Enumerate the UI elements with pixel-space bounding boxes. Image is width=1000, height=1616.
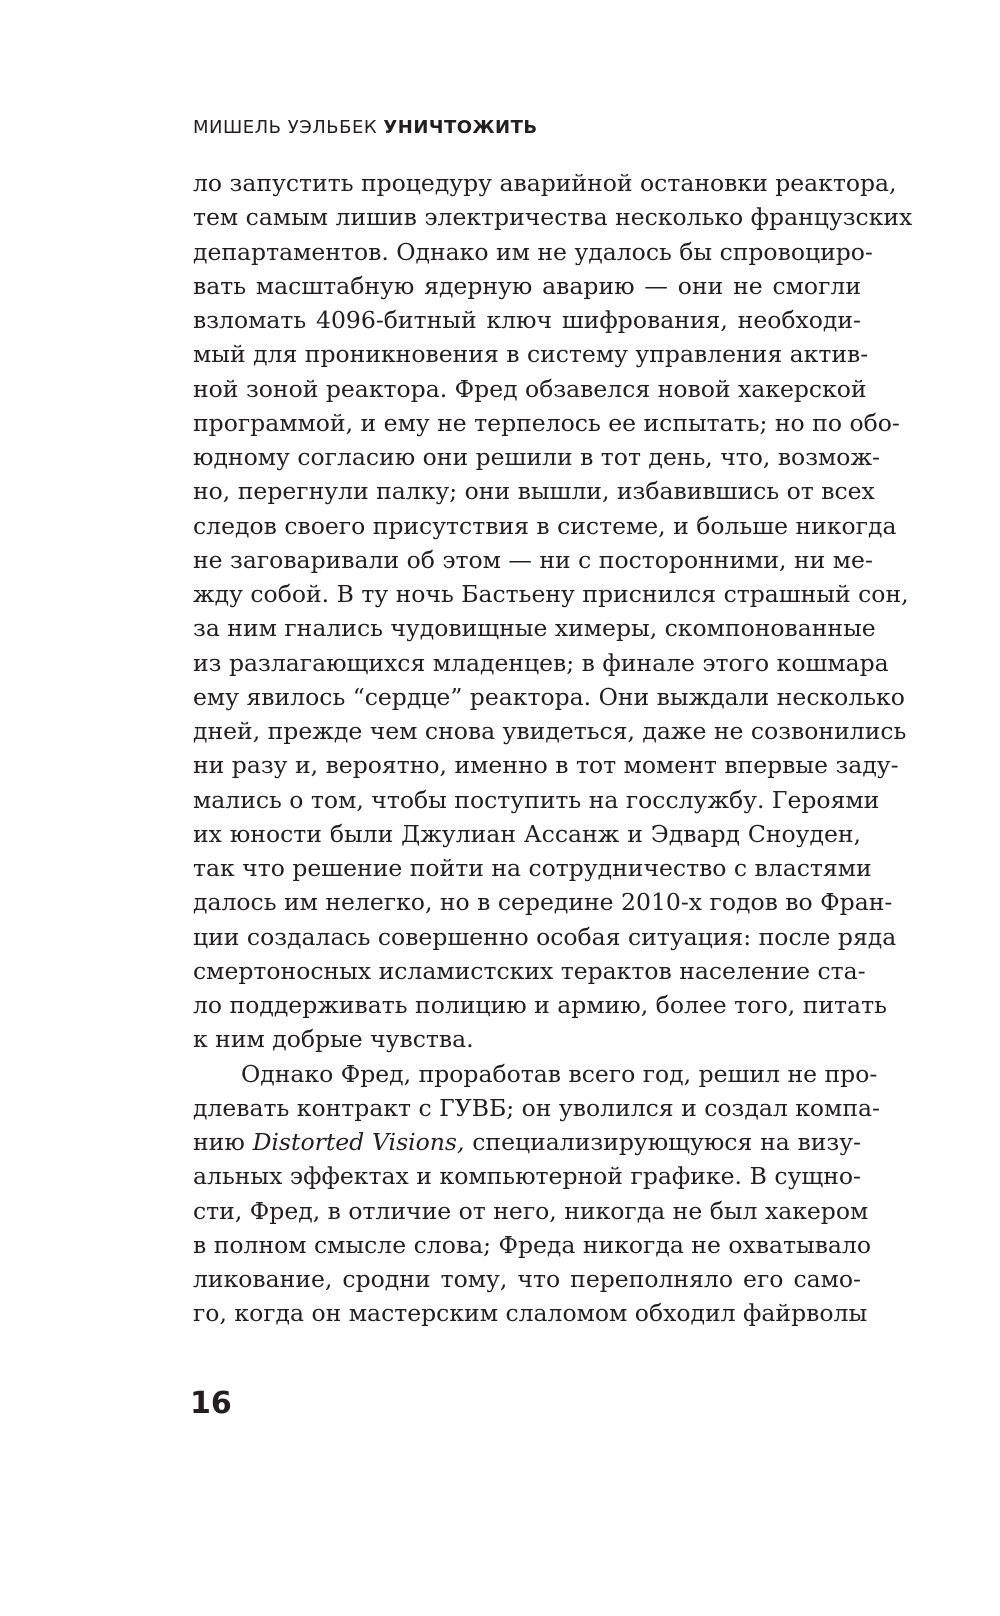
running-head-title: УНИЧТОЖИТЬ <box>383 117 538 138</box>
text-fragment: специализирующуюся на визу- <box>464 1128 861 1156</box>
text-line: следов своего присутствия в системе, и больше никогда <box>193 511 897 540</box>
text-line: ции создалась совершенно особая ситуация: после ряда <box>193 922 897 951</box>
company-name-italic: Distorted Visions, <box>252 1128 465 1156</box>
paragraph-1 <box>193 166 913 1057</box>
running-head <box>193 116 538 140</box>
text-line: мый для проникновения в систему управления актив- <box>193 340 869 369</box>
text-line: тем самым лишив электричества несколько французских <box>193 203 913 232</box>
text-line: го, когда он мастерским слаломом обходил файрволы <box>193 1299 868 1328</box>
text-line: ни разу и, вероятно, именно в тот момент впервые заду- <box>193 751 899 780</box>
text-line: далось им нелегко, но в середине 2010-х годов во Фран- <box>193 888 893 917</box>
text-line: так что решение пойти на сотрудничество с властями <box>193 854 872 882</box>
text-line: смертоносных исламистских терактов население ста- <box>193 956 866 985</box>
body-text <box>193 166 913 1331</box>
paragraph-2 <box>193 1057 880 1331</box>
text-line: взломать 4096-битный ключ шифрования, необходи- <box>193 306 861 334</box>
text-line: жду собой. В ту ночь Бастьену приснился страшный сон, <box>193 580 909 608</box>
text-line: длевать контракт с ГУВБ; он уволился и создал компа- <box>193 1093 880 1122</box>
text-line: ло запустить процедуру аварийной остановки реактора, <box>193 169 897 197</box>
text-line: ной зоной реактора. Фред обзавелся новой хакерской <box>193 374 867 403</box>
text-line: программой, и ему не терпелось ее испытать; но по обо- <box>193 408 900 437</box>
running-head-author: МИШЕЛЬ УЭЛЬБЕК <box>193 117 378 138</box>
text-line: ликование, сродни тому, что переполняло его само- <box>193 1265 861 1293</box>
text-line: альных эффектах и компьютерной графике. В сущно- <box>193 1162 861 1191</box>
text-line: юдному согласию они решили в тот день, что, возмож- <box>193 443 880 471</box>
text-line: сти, Фред, в отличие от него, никогда не был хакером <box>193 1196 869 1225</box>
text-line: к ним добрые чувства. <box>193 1025 474 1054</box>
text-line: ло поддерживать полицию и армию, более того, питать <box>193 991 887 1019</box>
text-line: Однако Фред, проработав всего год, решил не про- <box>241 1059 878 1088</box>
text-fragment: нию <box>193 1128 253 1156</box>
text-line <box>193 1125 861 1159</box>
text-line: в полном смысле слова; Фреда никогда не охватывало <box>193 1230 872 1259</box>
text-line: за ним гнались чудовищные химеры, скомпонованные <box>193 614 876 643</box>
page-number: 16 <box>190 1386 232 1421</box>
text-line: не заговаривали об этом — ни с посторонними, ни ме- <box>193 545 873 574</box>
text-line: но, перегнули палку; они вышли, избавившись от всех <box>193 477 875 506</box>
text-line: их юности были Джулиан Ассанж и Эдвард Сноуден, <box>193 819 861 848</box>
text-line: мались о том, чтобы поступить на госслужбу. Героями <box>193 785 880 814</box>
text-line: вать масштабную ядерную аварию — они не смогли <box>193 271 861 300</box>
text-line: департаментов. Однако им не удалось бы спровоциро- <box>193 237 873 266</box>
text-line: из разлагающихся младенцев; в финале этого кошмара <box>193 648 889 677</box>
text-line: дней, прежде чем снова увидеться, даже не созвонились <box>193 717 907 745</box>
text-line: ему явилось “сердце” реактора. Они выждали несколько <box>193 682 905 711</box>
